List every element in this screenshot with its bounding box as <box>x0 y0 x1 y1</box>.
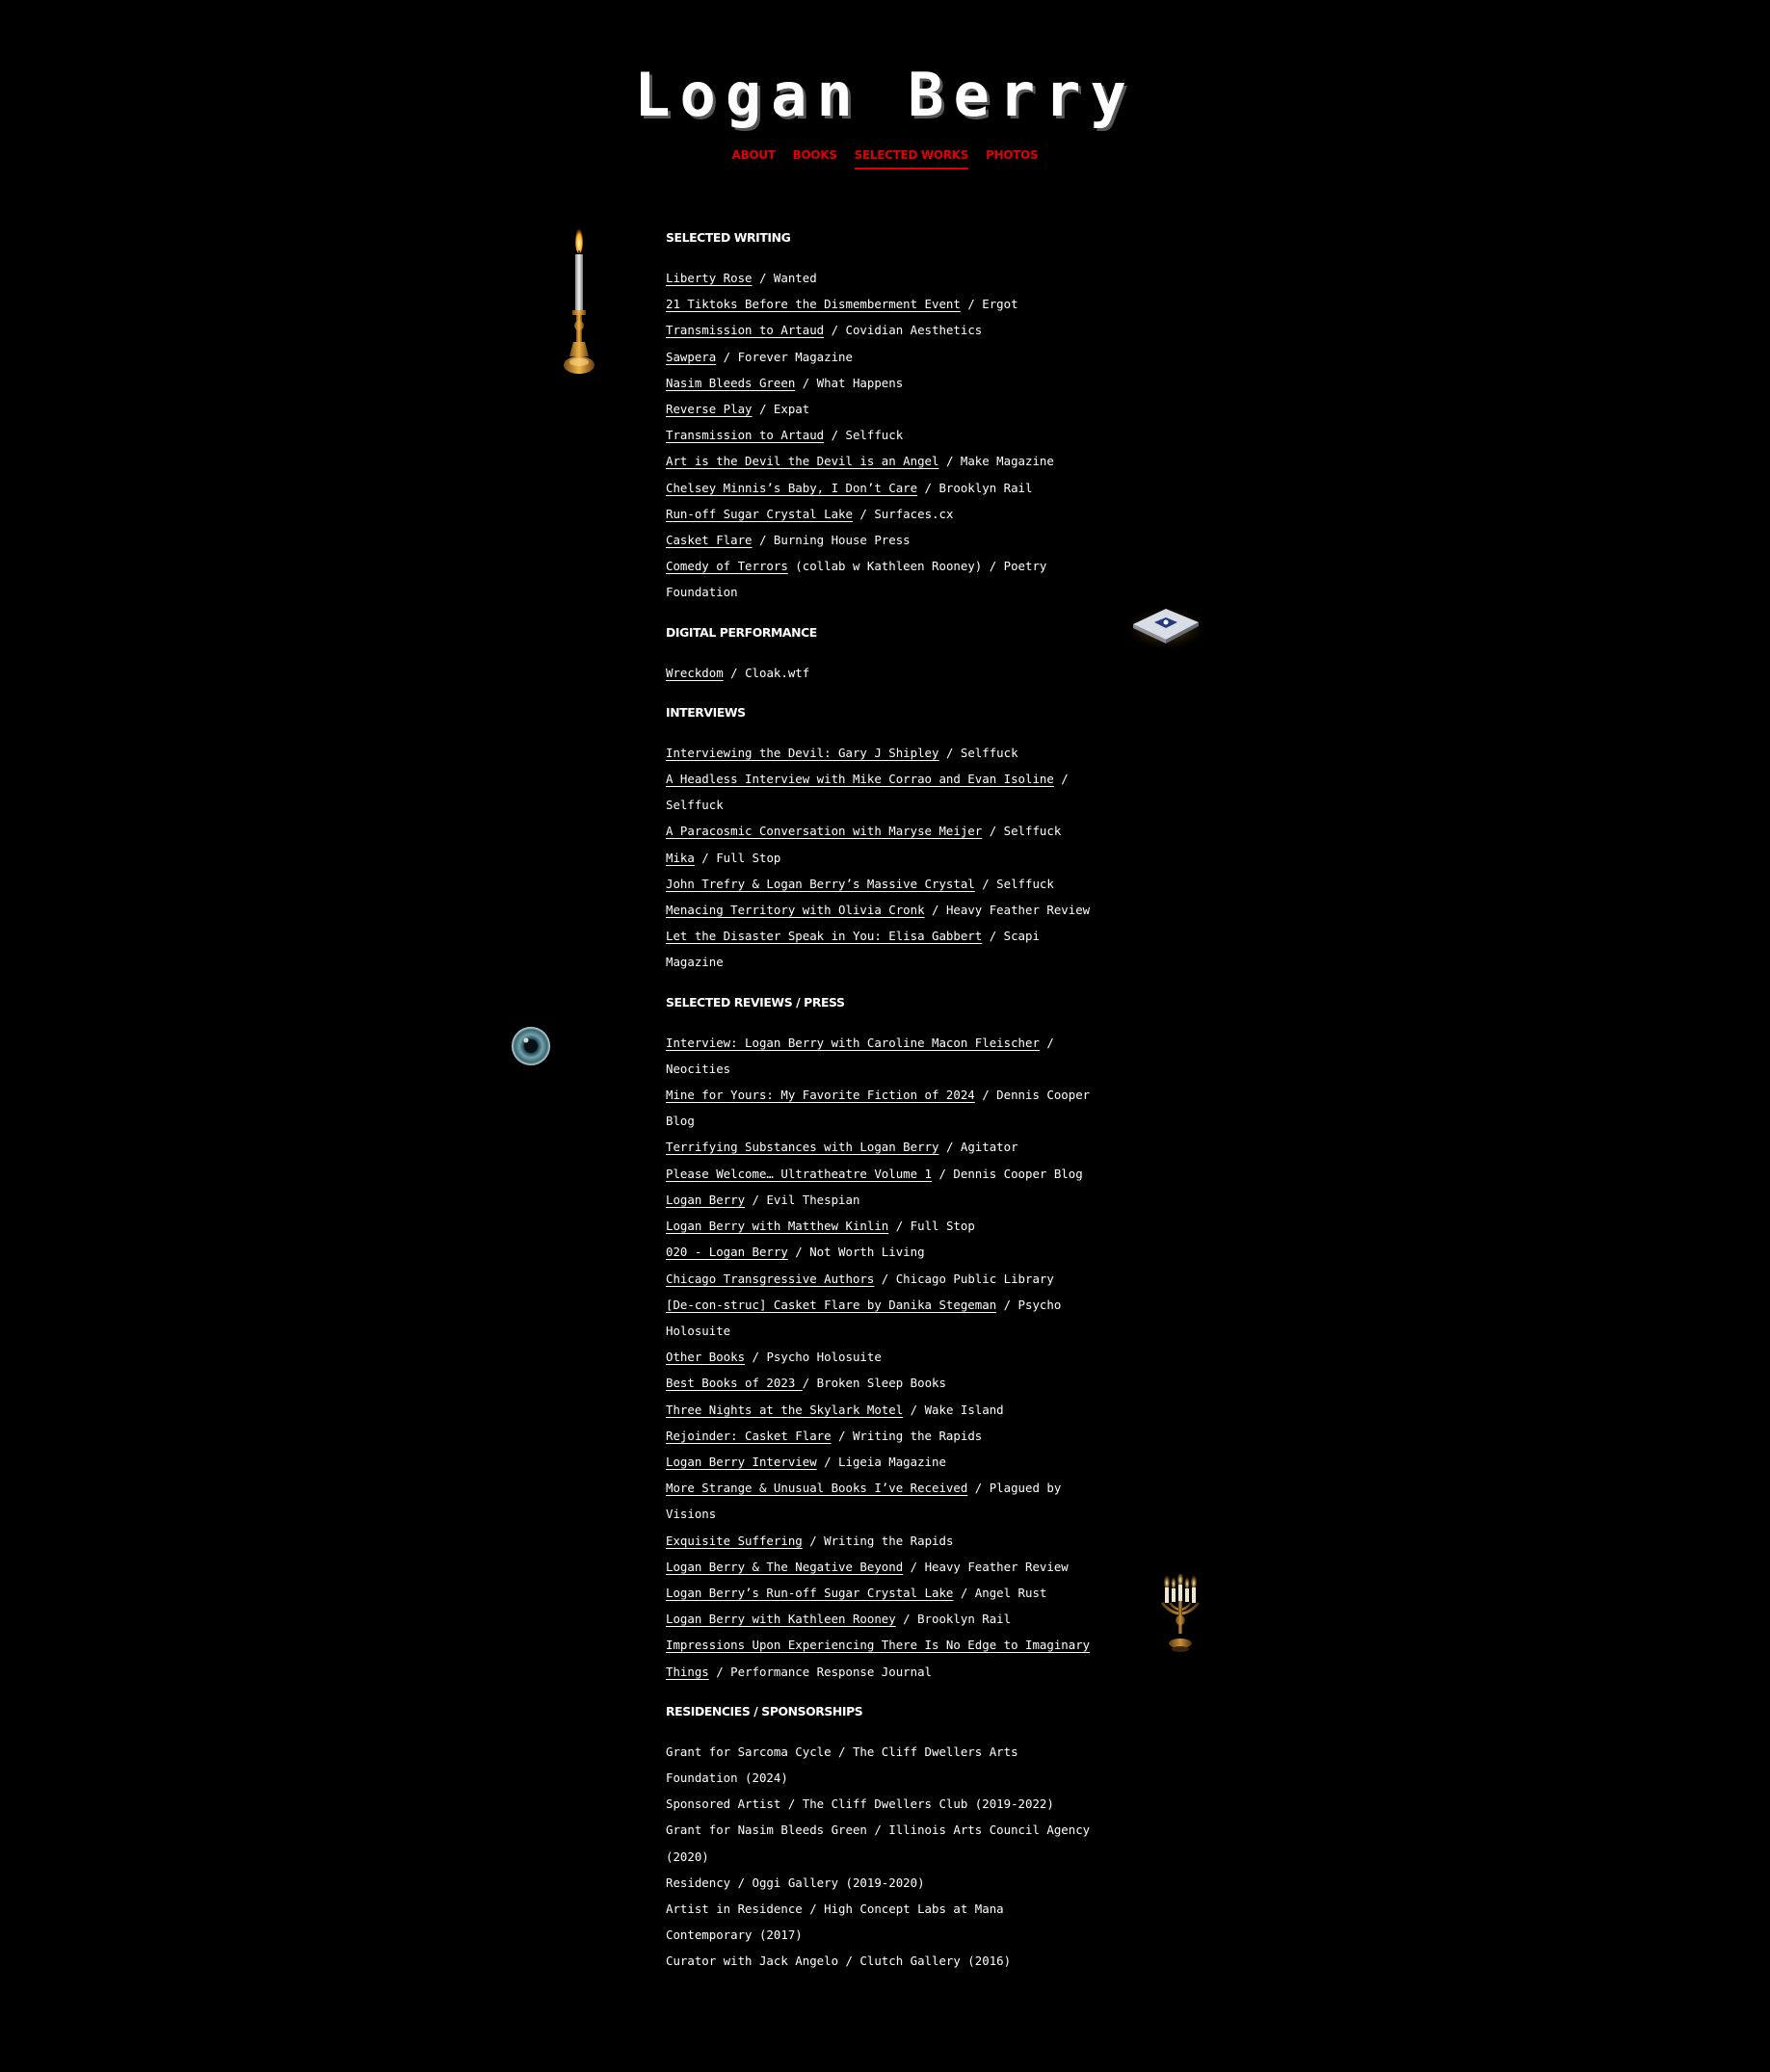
list-item <box>666 265 1095 291</box>
candelabra-icon <box>1156 1574 1204 1653</box>
work-publication: / Selffuck <box>982 824 1062 839</box>
works-content <box>666 227 1095 1975</box>
work-link[interactable]: John Trefry & Logan Berry’s Massive Crystal <box>666 876 975 891</box>
work-publication: / Performance Response Journal <box>708 1664 933 1679</box>
list-item <box>666 766 1095 818</box>
list-item <box>666 1948 1095 1974</box>
work-link[interactable]: Mine for Yours: My Favorite Fiction of 2024 <box>666 1088 975 1103</box>
list-item <box>666 475 1095 501</box>
work-link[interactable]: [De-con-struc] Casket Flare by Danika Stegeman <box>666 1297 997 1312</box>
work-publication: / Full Stop <box>888 1219 975 1234</box>
work-publication: / Scapi Magazine <box>666 929 1040 970</box>
list-item <box>666 660 1095 686</box>
list-item <box>666 1292 1095 1344</box>
work-publication: / Selffuck <box>666 772 1069 813</box>
work-publication: / Dennis Cooper Blog <box>932 1166 1083 1181</box>
work-publication: Curator with Jack Angelo / Clutch Gallery (2016) <box>666 1954 1012 1969</box>
section-heading: SELECTED REVIEWS / PRESS <box>666 994 845 1010</box>
work-publication: / Expat <box>752 402 810 417</box>
work-publication: (collab w Kathleen Rooney) / Poetry Foundation <box>666 559 1047 600</box>
work-link[interactable]: Logan Berry’s Run-off Sugar Crystal Lake <box>666 1585 954 1600</box>
work-link[interactable]: Comedy of Terrors <box>666 559 788 574</box>
work-publication: / Evil Thespian <box>745 1192 860 1207</box>
list-item <box>666 1370 1095 1396</box>
list-item <box>666 553 1095 605</box>
work-publication: / Ligeia Magazine <box>816 1454 946 1469</box>
work-link[interactable]: Chicago Transgressive Authors <box>666 1271 875 1286</box>
work-link[interactable]: Transmission to Artaud <box>666 323 825 338</box>
list-item <box>666 501 1095 527</box>
work-link[interactable]: Logan Berry with Kathleen Rooney <box>666 1612 896 1627</box>
nav-photos[interactable]: PHOTOS <box>986 148 1039 162</box>
work-publication: / Make Magazine <box>938 454 1054 469</box>
list-item <box>666 1213 1095 1239</box>
list-item <box>666 291 1095 317</box>
work-link[interactable]: Logan Berry with Matthew Kinlin <box>666 1219 889 1234</box>
work-publication: / Plagued by Visions <box>666 1481 1062 1522</box>
list-item <box>666 448 1095 474</box>
work-publication: / What Happens <box>795 375 904 390</box>
work-publication: / Not Worth Living <box>787 1245 925 1260</box>
work-link[interactable]: Three Nights at the Skylark Motel <box>666 1402 904 1417</box>
list-item <box>666 1082 1095 1134</box>
work-link[interactable]: Logan Berry & The Negative Beyond <box>666 1559 904 1574</box>
work-publication: / Covidian Aesthetics <box>824 323 983 338</box>
list-item <box>666 845 1095 871</box>
work-publication: Artist in Residence / High Concept Labs at Mana Contemporary (2017) <box>666 1901 1004 1943</box>
work-publication: / Selffuck <box>938 745 1018 760</box>
work-link[interactable]: Impressions Upon Experiencing There Is No Edge to Imaginary Things <box>666 1638 1091 1679</box>
list-item <box>666 527 1095 553</box>
work-publication: / Brooklyn Rail <box>895 1612 1012 1627</box>
work-link[interactable]: Menacing Territory with Olivia Cronk <box>666 903 925 918</box>
list-item <box>666 1030 1095 1082</box>
work-link[interactable]: Other Books <box>666 1350 746 1365</box>
section-list <box>666 660 1095 686</box>
work-publication: / Cloak.wtf <box>723 665 810 680</box>
list-item <box>666 1554 1095 1580</box>
work-publication: / Psycho Holosuite <box>745 1350 882 1365</box>
section-list <box>666 1739 1095 1975</box>
work-publication: Residency / Oggi Gallery (2019-2020) <box>666 1875 925 1890</box>
work-publication: / Surfaces.cx <box>852 506 954 521</box>
list-item <box>666 1239 1095 1265</box>
list-item <box>666 1606 1095 1632</box>
list-item <box>666 740 1095 766</box>
section-list <box>666 265 1095 606</box>
work-link[interactable]: Chelsey Minnis’s Baby, I Don’t Care <box>666 480 918 495</box>
work-link[interactable]: Nasim Bleeds Green <box>666 375 796 390</box>
section-heading: RESIDENCIES / SPONSORSHIPS <box>666 1703 863 1718</box>
work-publication: / Broken Sleep Books <box>802 1376 946 1391</box>
work-link[interactable]: Art is the Devil the Devil is an Angel <box>666 454 939 469</box>
list-item <box>666 1580 1095 1606</box>
work-publication: / Angel Rust <box>953 1585 1047 1600</box>
work-publication: Sponsored Artist / The Cliff Dwellers Club (2019-2022) <box>666 1797 1054 1812</box>
list-item <box>666 1817 1095 1869</box>
nav-books[interactable]: BOOKS <box>792 148 837 162</box>
list-item <box>666 1187 1095 1213</box>
list-item <box>666 396 1095 422</box>
work-publication: / Selffuck <box>974 876 1054 891</box>
work-publication: / Heavy Feather Review <box>924 903 1091 918</box>
work-link[interactable]: Reverse Play <box>666 402 753 417</box>
section-heading: SELECTED WRITING <box>666 230 791 245</box>
work-link[interactable]: Sawpera <box>666 349 717 364</box>
main-nav <box>0 148 1770 170</box>
eye-icon <box>511 1026 551 1066</box>
section-heading: INTERVIEWS <box>666 704 746 720</box>
list-item <box>666 1423 1095 1449</box>
work-link[interactable]: A Paracosmic Conversation with Maryse Meijer <box>666 824 983 839</box>
work-link[interactable]: A Headless Interview with Mike Corrao and Evan Isoline <box>666 772 1054 787</box>
candle-icon <box>557 227 601 380</box>
list-item <box>666 1449 1095 1475</box>
list-item <box>666 1632 1095 1684</box>
work-publication: / Wake Island <box>903 1402 1004 1417</box>
list-item <box>666 1475 1095 1527</box>
work-link[interactable]: Wreckdom <box>666 665 724 680</box>
list-item <box>666 1896 1095 1948</box>
work-link[interactable]: Rejoinder: Casket Flare <box>666 1428 832 1443</box>
list-item <box>666 422 1095 448</box>
list-item <box>666 1397 1095 1423</box>
work-publication: / Brooklyn Rail <box>917 480 1033 495</box>
site-title: Logan Berry <box>634 60 1136 130</box>
work-link[interactable]: Transmission to Artaud <box>666 428 825 443</box>
work-link[interactable]: Exquisite Suffering <box>666 1533 803 1548</box>
work-link[interactable]: Please Welcome… Ultratheatre Volume 1 <box>666 1166 933 1181</box>
list-item <box>666 1161 1095 1187</box>
list-item <box>666 897 1095 923</box>
work-publication: / Psycho Holosuite <box>666 1297 1062 1338</box>
list-item <box>666 1134 1095 1160</box>
section-list <box>666 1030 1095 1685</box>
work-link[interactable]: Logan Berry Interview <box>666 1454 817 1469</box>
work-link[interactable]: Liberty Rose <box>666 271 753 285</box>
work-link[interactable]: Casket Flare <box>666 533 753 548</box>
list-item <box>666 317 1095 343</box>
nav-selected-works[interactable]: SELECTED WORKS <box>855 148 968 170</box>
work-link[interactable]: Let the Disaster Speak in You: Elisa Gabbert <box>666 929 983 944</box>
list-item <box>666 1528 1095 1554</box>
work-link[interactable]: 020 - Logan Berry <box>666 1245 788 1260</box>
work-publication: / Dennis Cooper Blog <box>666 1088 1091 1129</box>
work-publication: / Forever Magazine <box>716 349 853 364</box>
work-link[interactable]: Logan Berry <box>666 1192 746 1207</box>
section-list <box>666 740 1095 976</box>
work-publication: / Wanted <box>752 271 817 285</box>
list-item <box>666 1739 1095 1791</box>
section-heading: DIGITAL PERFORMANCE <box>666 624 817 640</box>
list-item <box>666 818 1095 844</box>
list-item <box>666 344 1095 370</box>
book-icon <box>1125 599 1206 649</box>
list-item <box>666 1870 1095 1896</box>
work-publication: / Selffuck <box>824 428 904 443</box>
work-publication: / Neocities <box>666 1035 1054 1076</box>
list-item <box>666 923 1095 975</box>
work-publication: / Writing the Rapids <box>802 1533 954 1548</box>
list-item <box>666 1344 1095 1370</box>
nav-about[interactable]: ABOUT <box>731 148 776 162</box>
work-link[interactable]: Terrifying Substances with Logan Berry <box>666 1140 939 1155</box>
work-publication: / Writing the Rapids <box>831 1428 983 1443</box>
work-link[interactable]: Best Books of 2023 <box>666 1376 803 1391</box>
work-publication: / Agitator <box>938 1140 1018 1155</box>
work-link[interactable]: Interview: Logan Berry with Caroline Macon Fleischer <box>666 1035 1040 1050</box>
work-link[interactable]: More Strange & Unusual Books I’ve Received <box>666 1481 968 1496</box>
work-publication: Grant for Nasim Bleeds Green / Illinois Arts Council Agency (2020) <box>666 1823 1091 1864</box>
work-link[interactable]: Mika <box>666 850 695 865</box>
work-publication: / Chicago Public Library <box>874 1271 1054 1286</box>
work-publication: / Burning House Press <box>752 533 911 548</box>
list-item <box>666 370 1095 396</box>
work-publication: / Ergot <box>960 297 1018 312</box>
work-publication: Grant for Sarcoma Cycle / The Cliff Dwellers Arts Foundation (2024) <box>666 1744 1018 1785</box>
list-item <box>666 871 1095 897</box>
list-item <box>666 1266 1095 1292</box>
list-item <box>666 1791 1095 1817</box>
work-publication: / Heavy Feather Review <box>903 1559 1069 1574</box>
work-link[interactable]: Interviewing the Devil: Gary J Shipley <box>666 745 939 760</box>
work-link[interactable]: 21 Tiktoks Before the Dismemberment Event <box>666 297 961 312</box>
work-publication: / Full Stop <box>694 850 781 865</box>
work-link[interactable]: Run-off Sugar Crystal Lake <box>666 506 853 521</box>
